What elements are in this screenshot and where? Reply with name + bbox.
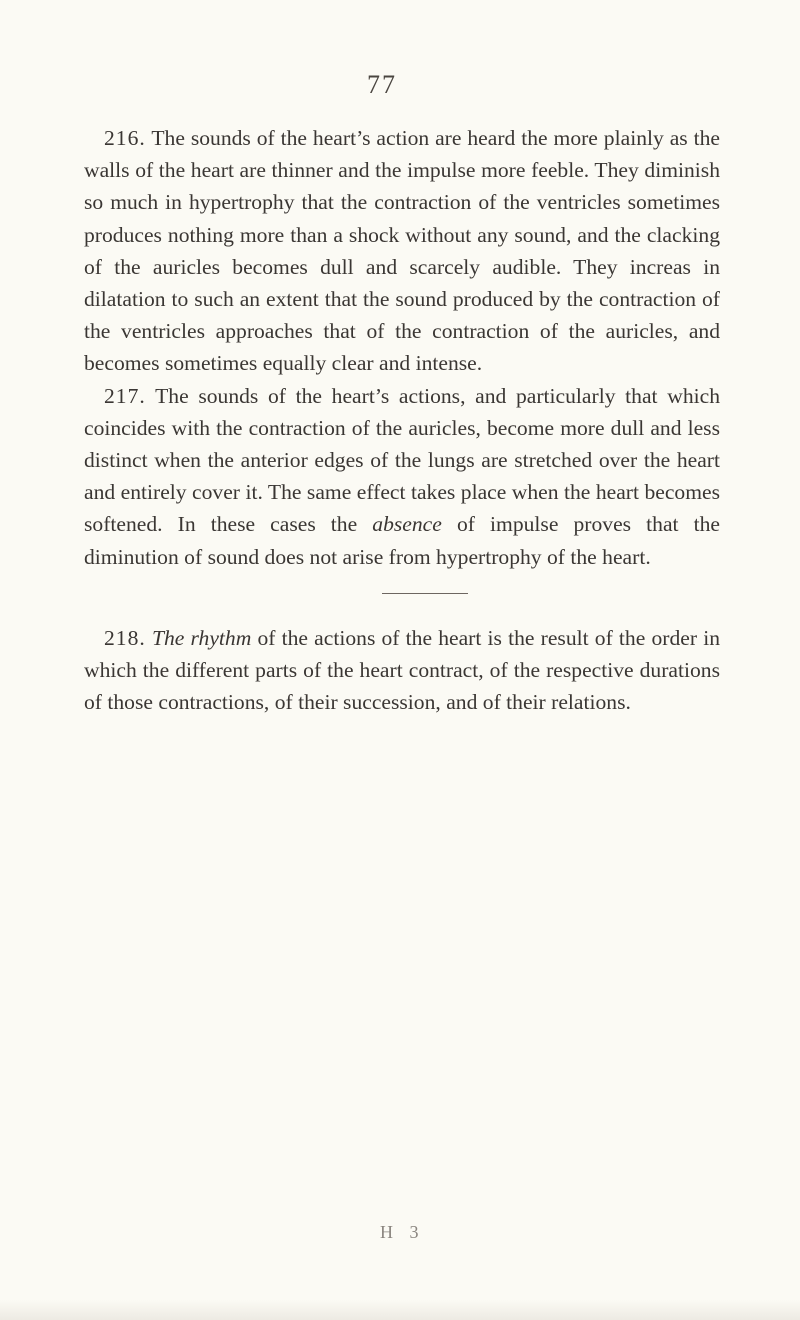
paragraph-218 [84, 622, 720, 719]
paragraph-number: 216. [104, 126, 146, 150]
paragraph-number: 217. [104, 383, 146, 408]
signature-mark: H 3 [380, 1222, 425, 1242]
paragraph-text-continued: of impulse proves that the diminution of sound does not arise from hypertrophy of the heart. [84, 512, 720, 569]
paragraph-text: of the actions of the heart is the result of the order in which the different parts of the heart contract, of the respective durations of those contractions, of their succession, and of their relations. [84, 625, 720, 715]
paragraph-217 [84, 380, 720, 573]
body-text [84, 122, 720, 718]
paragraph-text: The sounds of the heart’s action are heard the more plainly as the walls of the heart are thinner and the impulse more feeble. They diminish so much in hypertrophy that the contraction of the ventricles sometimes produces nothing more than a shock without any sound, and the clacking of the auricles becomes dull and scarcely audible. They increas in dilatation to such an extent that the sound produced by the contraction of the ventricles approaches that of the contraction of the auricles, and becomes sometimes equally clear and intense. [84, 126, 720, 376]
section-divider [382, 593, 468, 594]
paragraph-216 [84, 122, 720, 380]
page-number: 77 [367, 70, 397, 99]
paragraph-text: The sounds of the heart’s actions, and particularly that which coincides with the contraction of the auricles, become more dull and less distinct when the anterior edges of the lungs are stretched over the heart and entirely cover it. The same effect takes place when the heart becomes softened. In these cases the [84, 383, 720, 537]
emphasis-rhythm: The rhythm [151, 625, 252, 650]
paragraph-number: 218. [104, 625, 146, 650]
page-edge-shadow [0, 1300, 800, 1320]
emphasis-absence: absence [372, 512, 442, 537]
